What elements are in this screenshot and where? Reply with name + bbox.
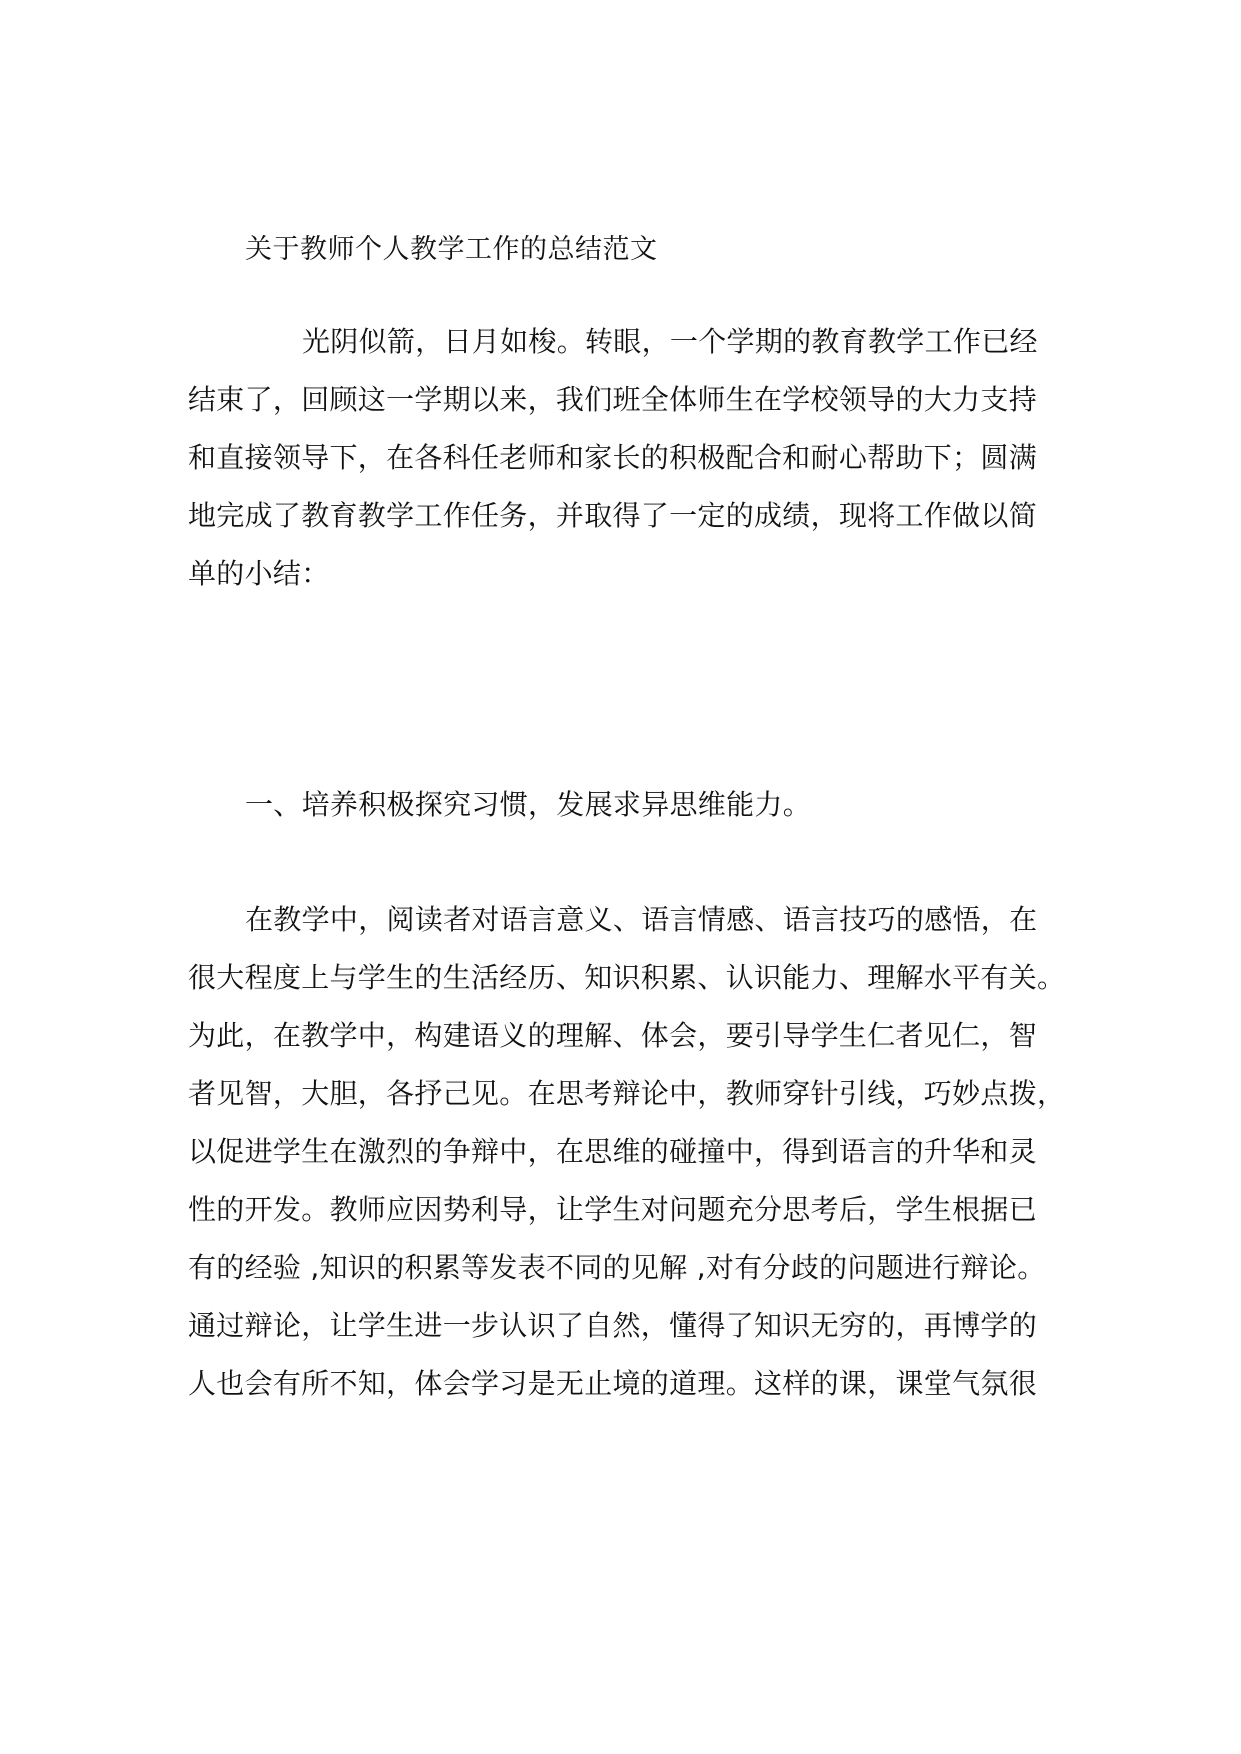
body-line: 性的开发。教师应因势利导，让学生对问题充分思考后，学生根据已: [188, 1193, 1038, 1226]
body-line: 以促进学生在激烈的争辩中，在思维的碰撞中，得到语言的升华和灵: [188, 1135, 1038, 1168]
body-line: 人也会有所不知，体会学习是无止境的道理。这样的课，课堂气氛很: [188, 1367, 1038, 1400]
intro-line: 地完成了教育教学工作任务，并取得了一定的成绩，现将工作做以简: [188, 499, 1038, 532]
body-line: 者见智，大胆，各抒己见。在思考辩论中，教师穿针引线，巧妙点拨，: [188, 1077, 1066, 1110]
intro-line: 单的小结：: [188, 557, 330, 590]
intro-line: 光阴似箭，日月如梭。转眼，一个学期的教育教学工作已经: [302, 325, 1038, 358]
body-line: 在教学中，阅读者对语言意义、语言情感、语言技巧的感悟，在: [245, 903, 1038, 936]
document-title: 关于教师个人教学工作的总结范文: [245, 234, 658, 265]
body-line: 有的经验 ,知识的积累等发表不同的见解 ,对有分歧的问题进行辩论。: [188, 1251, 1046, 1284]
intro-line: 和直接领导下，在各科任老师和家长的积极配合和耐心帮助下；圆满: [188, 441, 1038, 474]
body-line: 为此，在教学中，构建语义的理解、体会，要引导学生仁者见仁，智: [188, 1019, 1038, 1052]
body-line: 通过辩论，让学生进一步认识了自然，懂得了知识无穷的，再博学的: [188, 1309, 1038, 1342]
section-heading: 一、培养积极探究习惯，发展求异思维能力。: [245, 788, 812, 821]
body-line: 很大程度上与学生的生活经历、知识积累、认识能力、理解水平有关。: [188, 961, 1066, 994]
intro-line: 结束了，回顾这一学期以来，我们班全体师生在学校领导的大力支持: [188, 383, 1038, 416]
